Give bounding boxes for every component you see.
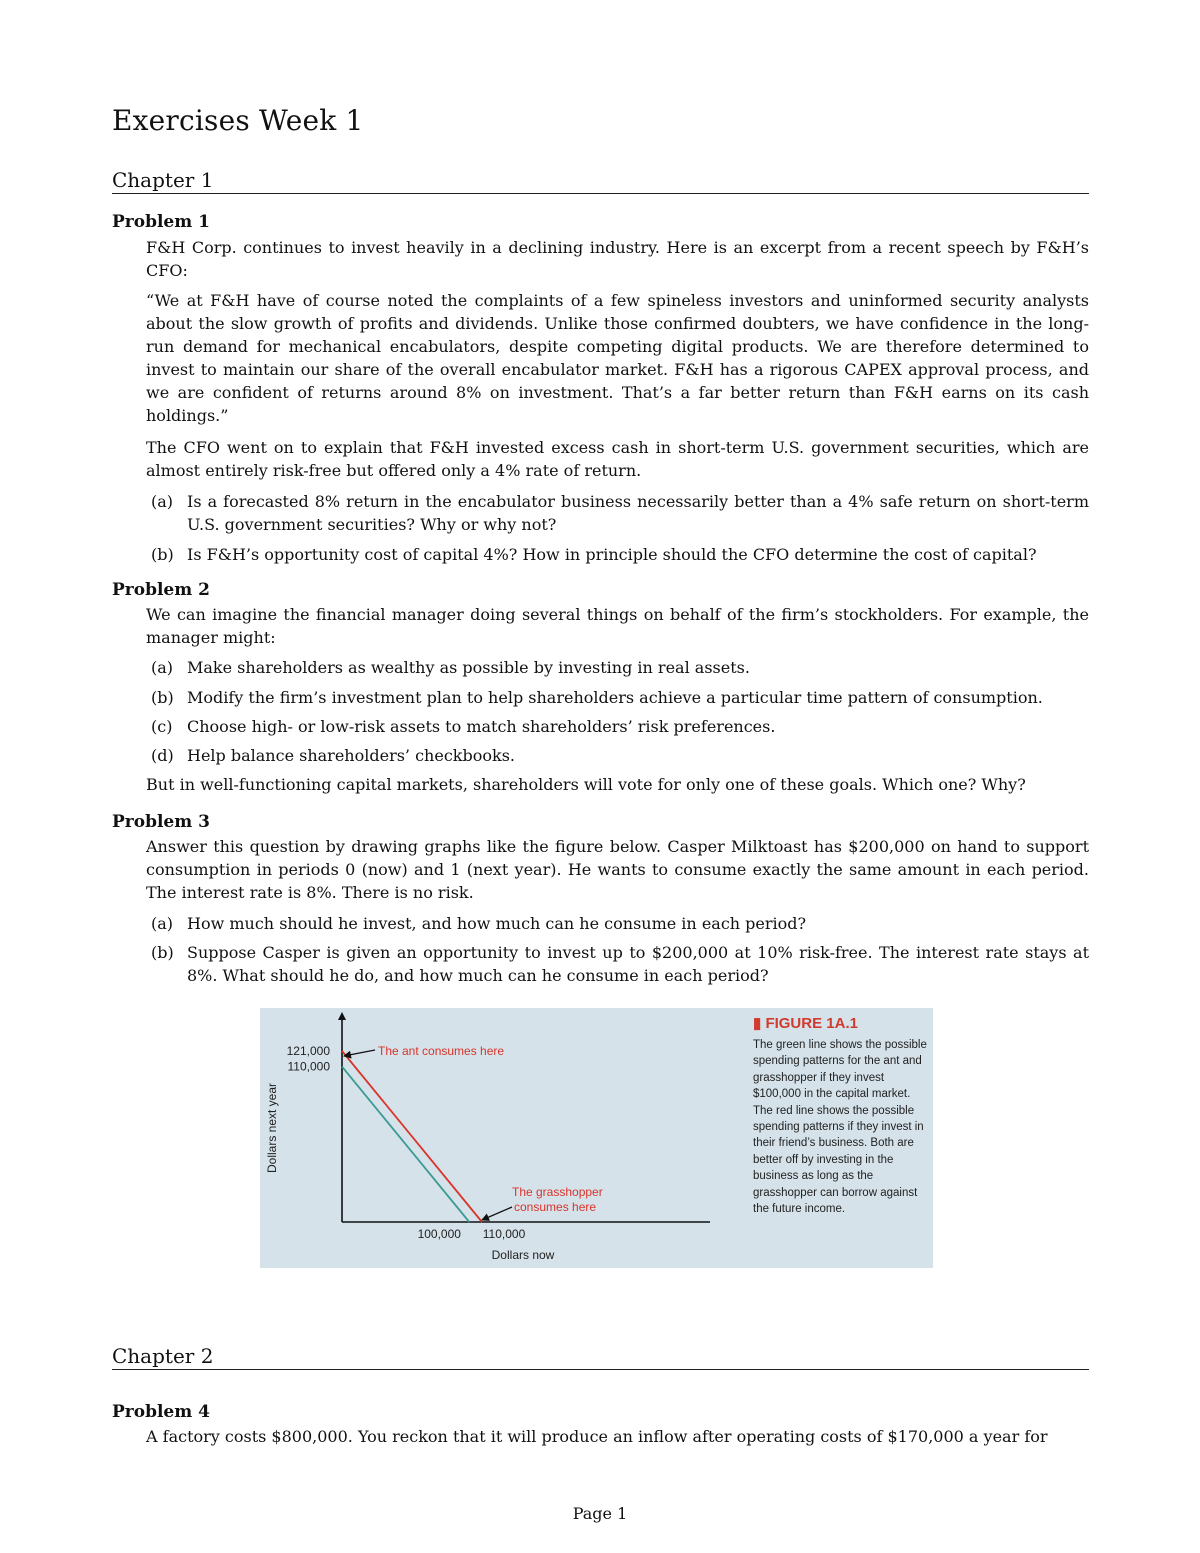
item-text: Is F&H’s opportunity cost of capital 4%? How in principle should the CFO determine the cost of capital? [187,545,1037,564]
chapter-2-heading: Chapter 2 [112,1344,1089,1370]
item-text: Suppose Casper is given an opportunity to invest up to $200,000 at 10% risk-free. The interest rate stays at 8%. What should he do, and how much can he consume in each period? [187,943,1089,985]
red-series-line [342,1051,482,1222]
problem-4-text: A factory costs $800,000. You reckon that it will produce an inflow after operating costs of $170,000 a year for [146,1427,1048,1446]
grasshopper-annotation-line2: consumes here [514,1200,597,1214]
ant-annotation: The ant consumes here [378,1044,505,1058]
item-label: (d) [151,746,174,765]
figure-label-text: FIGURE 1A.1 [765,1015,858,1032]
item-text: Is a forecasted 8% return in the encabulator business necessarily better than a 4% safe return on short-term U.S. government securities? Why or why not? [187,492,1089,534]
problem-3-heading: Problem 3 [112,812,210,832]
grasshopper-arrow [482,1207,512,1220]
item-label: (b) [151,943,174,962]
item-label: (a) [151,658,174,677]
problem-2-heading: Problem 2 [112,580,210,600]
figure-chart [260,1008,753,1268]
y-tick-label: 110,000 [287,1059,330,1074]
problem-1-intro: F&H Corp. continues to invest heavily in a declining industry. Here is an excerpt from a recent speech by F&H’s CFO: [146,238,1089,280]
x-axis-title: Dollars now [491,1248,555,1262]
item-label: (b) [151,545,174,564]
figure-bullet-icon: ▮ [753,1015,762,1032]
grasshopper-annotation-line1: The grasshopper [512,1185,603,1199]
item-label: (c) [151,717,173,736]
chapter-1-heading: Chapter 1 [112,168,1089,194]
item-label: (a) [151,492,174,511]
item-text: Make shareholders as wealthy as possible by investing in real assets. [187,658,750,677]
problem-3-intro: Answer this question by drawing graphs like the figure below. Casper Milktoast has $200,000 on hand to support consumption in periods 0 (now) and 1 (next year). He wants to consume exactly the same amount in each period. The interest rate is 8%. There is no risk. [146,837,1089,902]
y-tick-label: 121,000 [286,1044,330,1058]
figure-caption: The green line shows the possible spending patterns for the ant and grasshopper if they invest $100,000 in the capital market. The red line shows the possible spending patterns if they invest in their friend’s business. Both are better off by investing in the business as long as the grasshopper can borrow against the future income. [753,1039,927,1216]
y-axis-title: Dollars next year [265,1082,279,1174]
y-axis-arrow-icon [338,1012,346,1020]
green-series-line [342,1067,469,1222]
problem-1-heading: Problem 1 [112,212,210,232]
x-tick-label: 100,000 [417,1227,461,1241]
page-title: Exercises Week 1 [112,104,364,137]
item-label: (b) [151,688,174,707]
ant-arrow [344,1050,375,1056]
item-text: Choose high- or low-risk assets to match shareholders’ risk preferences. [187,717,776,736]
item-text: Modify the firm’s investment plan to help shareholders achieve a particular time pattern of consumption. [187,688,1043,707]
problem-1-quote: “We at F&H have of course noted the complaints of a few spineless investors and uninformed security analysts about the slow growth of profits and dividends. Unlike those confirmed doubters, we have confidence in the long-run demand for mechanical encabulators, despite competing digital products. We are therefore determined to invest to maintain our share of the overall encabulator market. F&H has a rigorous CAPEX approval process, and we are confident of returns around 8% on investment. That’s a far better return than F&H earns on its cash holdings.” [146,291,1089,425]
item-text: Help balance shareholders’ checkbooks. [187,746,515,765]
figure-label [753,1014,929,1032]
figure-1a1 [260,1008,933,1268]
problem-2-intro: We can imagine the financial manager doing several things on behalf of the firm’s stockholders. For example, the manager might: [146,605,1089,647]
item-text: How much should he invest, and how much can he consume in each period? [187,914,807,933]
problem-1-followup: The CFO went on to explain that F&H invested excess cash in short-term U.S. government securities, which are almost entirely risk-free but offered only a 4% rate of return. [146,438,1089,480]
problem-4-heading: Problem 4 [112,1402,210,1422]
figure-legend-box [753,1014,929,1217]
x-tick-label: 110,000 [482,1227,526,1241]
page-number: Page 1 [572,1504,628,1523]
item-label: (a) [151,914,174,933]
problem-2-closing: But in well-functioning capital markets, shareholders will vote for only one of these goals. Which one? Why? [146,775,1026,794]
